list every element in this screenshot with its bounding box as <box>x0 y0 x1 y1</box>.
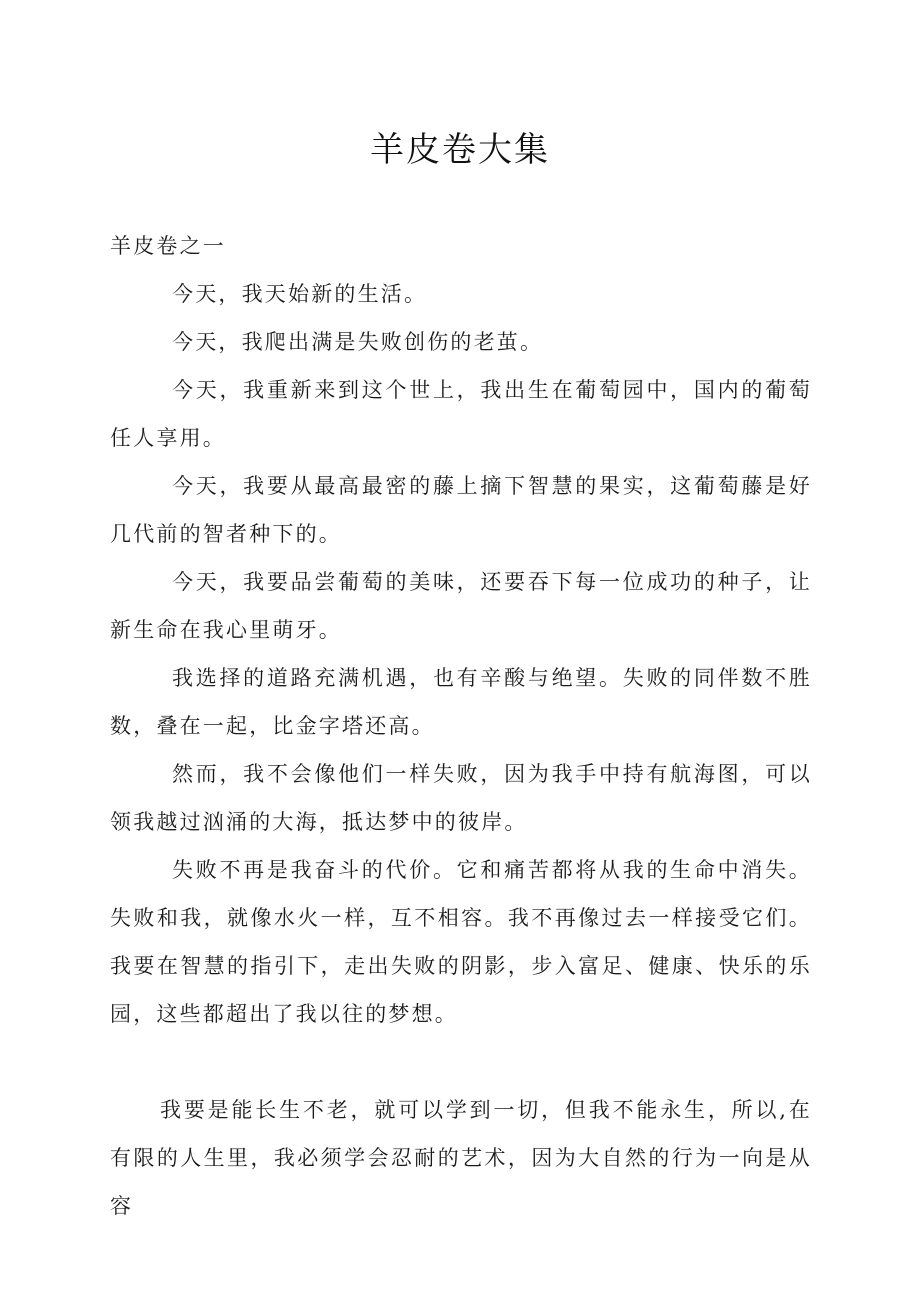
paragraph-second-section: 我要是能长生不老，就可以学到一切，但我不能永生，所以,在有限的人生里，我必须学会忍耐的艺术，因为大自然的行为一向是从容 <box>110 1098 812 1218</box>
section-heading: 羊皮卷之一 <box>110 234 226 258</box>
document-title: 羊皮卷大集 <box>370 130 550 170</box>
paragraph: 今天，我要从最高最密的藤上摘下智慧的果实，这葡萄藤是好几代前的智者种下的。 <box>110 474 812 546</box>
document-body <box>110 222 812 1230</box>
paragraph: 今天，我重新来到这个世上，我出生在葡萄园中，国内的葡萄任人享用。 <box>110 378 812 450</box>
paragraph: 今天，我要品尝葡萄的美味，还要吞下每一位成功的种子，让新生命在我心里萌牙。 <box>110 570 812 642</box>
paragraph: 今天，我爬出满是失败创伤的老茧。 <box>172 330 544 354</box>
paragraph: 今天，我天始新的生活。 <box>172 282 428 306</box>
paragraph: 然而，我不会像他们一样失败，因为我手中持有航海图，可以领我越过汹涌的大海，抵达梦中的彼岸。 <box>110 762 812 834</box>
paragraph: 失败不再是我奋斗的代价。它和痛苦都将从我的生命中消失。失败和我，就像水火一样，互不相容。我不再像过去一样接受它们。我要在智慧的指引下，走出失败的阴影，步入富足、健康、快乐的乐园，这些都超出了我以往的梦想。 <box>110 858 812 1026</box>
paragraph: 我选择的道路充满机遇，也有辛酸与绝望。失败的同伴数不胜数，叠在一起，比金字塔还高。 <box>110 666 812 738</box>
